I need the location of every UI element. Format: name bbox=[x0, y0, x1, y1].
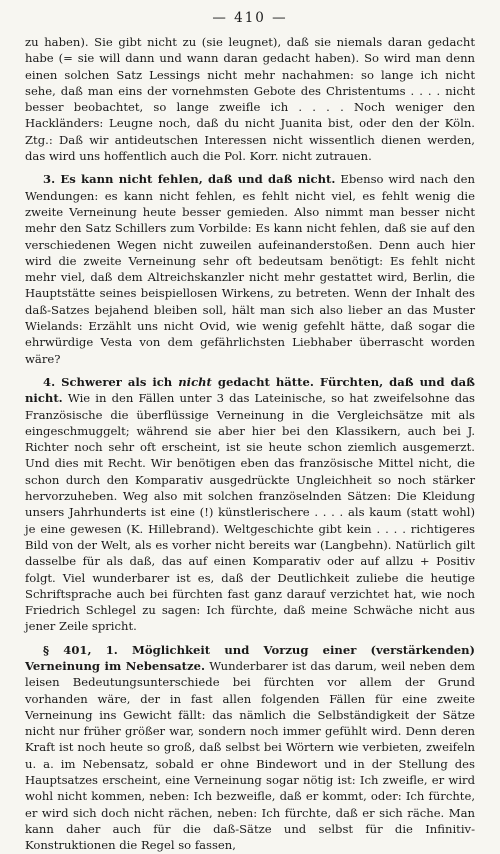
section-heading-part: 4. Schwerer als ich bbox=[43, 374, 179, 389]
section-heading-emphasis: nicht bbox=[178, 374, 212, 389]
paragraph-text: Wunderbarer ist das darum, weil neben dem leisen Bedeutungsunterschiede bei fürchten vor allem der Grund vorhanden wäre, der in fast allen folgenden Fällen für eine zweite Verneinung ins Gewicht fällt: das nämlich die Selbständigkeit der Sätze nicht nur früher größer war, sondern noch immer gefühlt wird. Denn deren Kraft ist noch heute so groß, daß selbst bei Wörtern wie verbieten, zweifeln u. a. im Nebensatz, sobald er ohne Bindewort und in der Stellung des Hauptsatzes erscheint, eine Verneinung sogar nötig ist: Ich zweifle, er wird wohl nicht kommen, neben: Ich bezweifle, daß er kommt, oder: Ich fürchte, er wird sich doch nicht rächen, neben: Ich fürchte, daß er sich räche. Man kann daher auch für die daß-Sätze und selbst für die Infinitiv-Konstruktionen die Regel so fassen, bbox=[25, 658, 475, 853]
paragraph-text: Ebenso wird nach den Wendungen: es kann nicht fehlen, es fehlt nicht viel, es fehlt wenig die zweite Verneinung heute besser gemieden. Also nimmt man besser nicht mehr den Satz Schillers zum Vorbilde: Es kann nicht fehlen, daß sie auf den verschiedenen Wegen nicht zuweilen aufeinanderstoßen. Denn auch hier wird die zweite Verneinung sehr oft bedeutsam benötigt: Es fehlt nicht mehr viel, daß dem Altreichskanzler nicht mehr gestattet wird, Berlin, die Hauptstätte seines beispiellosen Wirkens, zu betreten. Wenn der Inhalt des daß-Satzes bejahend bleiben soll, hält man sich also lieber an das Muster Wielands: Erzählt uns nicht Ovid, wie wenig gefehlt hätte, daß sogar die ehrwürdige Vesta von dem gefährlichsten Liebhaber überrascht worden wäre? bbox=[25, 172, 475, 366]
body-text bbox=[25, 34, 475, 854]
page-number: — 410 — bbox=[212, 10, 288, 26]
paragraph-section-401 bbox=[25, 642, 475, 854]
paragraph-text: Wie in den Fällen unter 3 das Lateinische, so hat zweifelsohne das Französische die überflüssige Verneinung in die Vergleichsätze mit als eingeschmuggelt; während sie aber hier bei den Klassikern, auch bei J. Richter noch sehr oft erscheint, ist sie heute schon ziemlich ausgemerzt. Und dies mit Recht. Wir benötigen eben das französische Mittel nicht, die schon durch den Komparativ ausgedrückte Ungleichheit so noch stärker hervorzuheben. Weg also mit solchen französelnden Sätzen: Die Kleidung unsers Jahrhunderts ist eine (!) künstlerischere . . . . als kaum (statt wohl) je eine gewesen (K. Hillebrand). Weltgeschichte gibt kein . . . . richtigeres Bild von der Welt, als es vorher nicht bereits war (Langbehn). Natürlich gilt dasselbe für als daß, das auf einen Komparativ oder auf allzu + Positiv folgt. Viel wunderbarer ist es, daß der Deutlichkeit zuliebe die heutige Schriftsprache auch bei fürchten fast ganz darauf verzichtet hat, wie noch Friedrich Schlegel zu sagen: Ich fürchte, daß meine Schwäche nicht aus jener Zeile spricht. bbox=[25, 391, 475, 634]
section-heading-part: gedacht hätte. Fürchten, daß und daß nicht. bbox=[25, 374, 475, 406]
paragraph-continuation bbox=[25, 34, 475, 164]
section-heading: 3. Es kann nicht fehlen, daß und daß nicht. bbox=[43, 172, 336, 187]
paragraph-text: zu haben). Sie gibt nicht zu (sie leugnet), daß sie niemals daran gedacht habe (= sie will dann und wann daran gedacht haben). So wird man denn einen solchen Satz Lessings nicht mehr nachahmen: so lange ich nicht sehe, daß man eins der vornehmsten Gebote des Christentums . . . . nicht besser beobachtet, so lange zweifle ich . . . . Noch weniger den Hackländers: Leugne noch, daß du nicht Juanita bist, oder den der Köln. Ztg.: Daß wir antideutschen Interessen nicht wissentlich dienen werden, das wird uns hoffentlich auch die Pol. Korr. nicht zutrauen. bbox=[25, 35, 475, 164]
paragraph-section-3 bbox=[25, 171, 475, 367]
section-heading: § 401, 1. Möglichkeit und Vorzug einer (verstärkenden) Verneinung im Nebensatze. bbox=[25, 642, 475, 673]
paragraph-section-4 bbox=[25, 374, 475, 635]
